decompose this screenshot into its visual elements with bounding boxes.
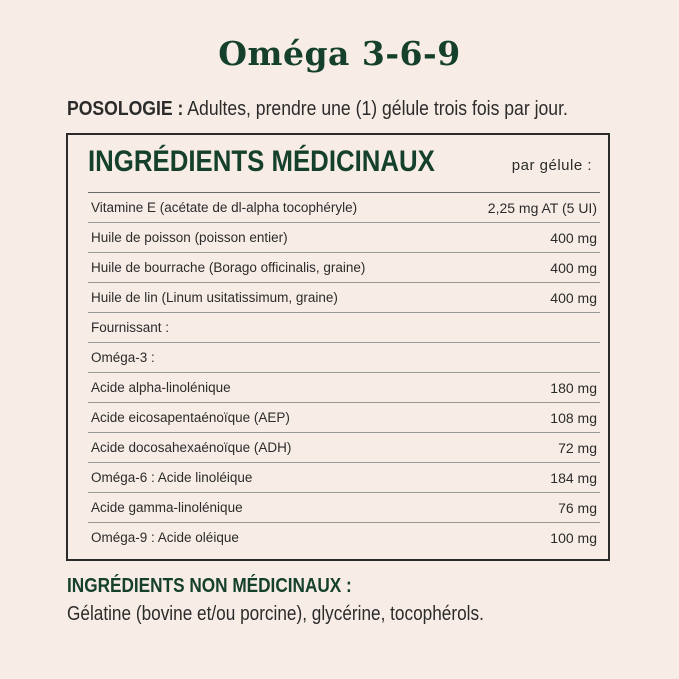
ingredient-amount: 108 mg xyxy=(550,409,597,426)
ingredient-name: Oméga-6 : Acide linoléique xyxy=(91,470,253,485)
ingredient-amount: 76 mg xyxy=(558,499,597,516)
ingredient-row xyxy=(88,523,600,552)
ingredient-row xyxy=(88,403,600,433)
ingredient-amount: 400 mg xyxy=(550,259,597,276)
ingredient-name: Acide eicosapentaénoïque (AEP) xyxy=(91,410,290,425)
per-unit-label: par gélule : xyxy=(511,157,592,174)
product-title: Oméga 3-6-9 xyxy=(218,34,461,73)
ingredient-name: Vitamine E (acétate de dl-alpha tocophéryle) xyxy=(91,200,358,215)
ingredient-amount: 400 mg xyxy=(550,229,597,246)
ingredient-amount: 400 mg xyxy=(550,289,597,306)
ingredient-row xyxy=(88,253,600,283)
ingredient-row xyxy=(88,313,600,343)
medicinal-ingredients-panel xyxy=(66,133,610,561)
ingredient-name: Huile de bourrache (Borago officinalis, graine) xyxy=(91,260,366,275)
dosage-line xyxy=(67,98,568,121)
ingredient-row xyxy=(88,283,600,313)
ingredient-row xyxy=(88,223,600,253)
ingredient-amount: 72 mg xyxy=(558,439,597,456)
non-medicinal-title: INGRÉDIENTS NON MÉDICINAUX : xyxy=(67,575,352,597)
ingredient-amount: 184 mg xyxy=(550,469,597,486)
ingredient-amount: 100 mg xyxy=(550,529,597,546)
ingredient-row xyxy=(88,373,600,403)
ingredient-row xyxy=(88,343,600,373)
ingredient-row xyxy=(88,433,600,463)
ingredient-name: Acide docosahexaénoïque (ADH) xyxy=(91,440,292,455)
ingredient-name: Oméga-3 : xyxy=(91,350,155,365)
ingredient-row xyxy=(88,193,600,223)
ingredient-amount: 180 mg xyxy=(550,379,597,396)
ingredient-name: Fournissant : xyxy=(91,320,170,335)
ingredient-name: Oméga-9 : Acide oléique xyxy=(91,530,239,545)
ingredient-name: Huile de lin (Linum usitatissimum, graine) xyxy=(91,290,338,305)
ingredient-amount: 2,25 mg AT (5 UI) xyxy=(487,199,597,216)
ingredient-name: Acide alpha-linolénique xyxy=(91,380,231,395)
ingredient-row xyxy=(88,463,600,493)
dosage-text: Adultes, prendre une (1) gélule trois fois par jour. xyxy=(187,98,568,120)
ingredient-name: Acide gamma-linolénique xyxy=(91,500,243,515)
ingredient-list xyxy=(88,192,600,552)
ingredient-row xyxy=(88,493,600,523)
ingredient-name: Huile de poisson (poisson entier) xyxy=(91,230,288,245)
medicinal-ingredients-title: INGRÉDIENTS MÉDICINAUX xyxy=(88,145,435,178)
non-medicinal-text: Gélatine (bovine et/ou porcine), glycérine, tocophérols. xyxy=(67,603,484,625)
dosage-label: POSOLOGIE : xyxy=(67,98,184,120)
